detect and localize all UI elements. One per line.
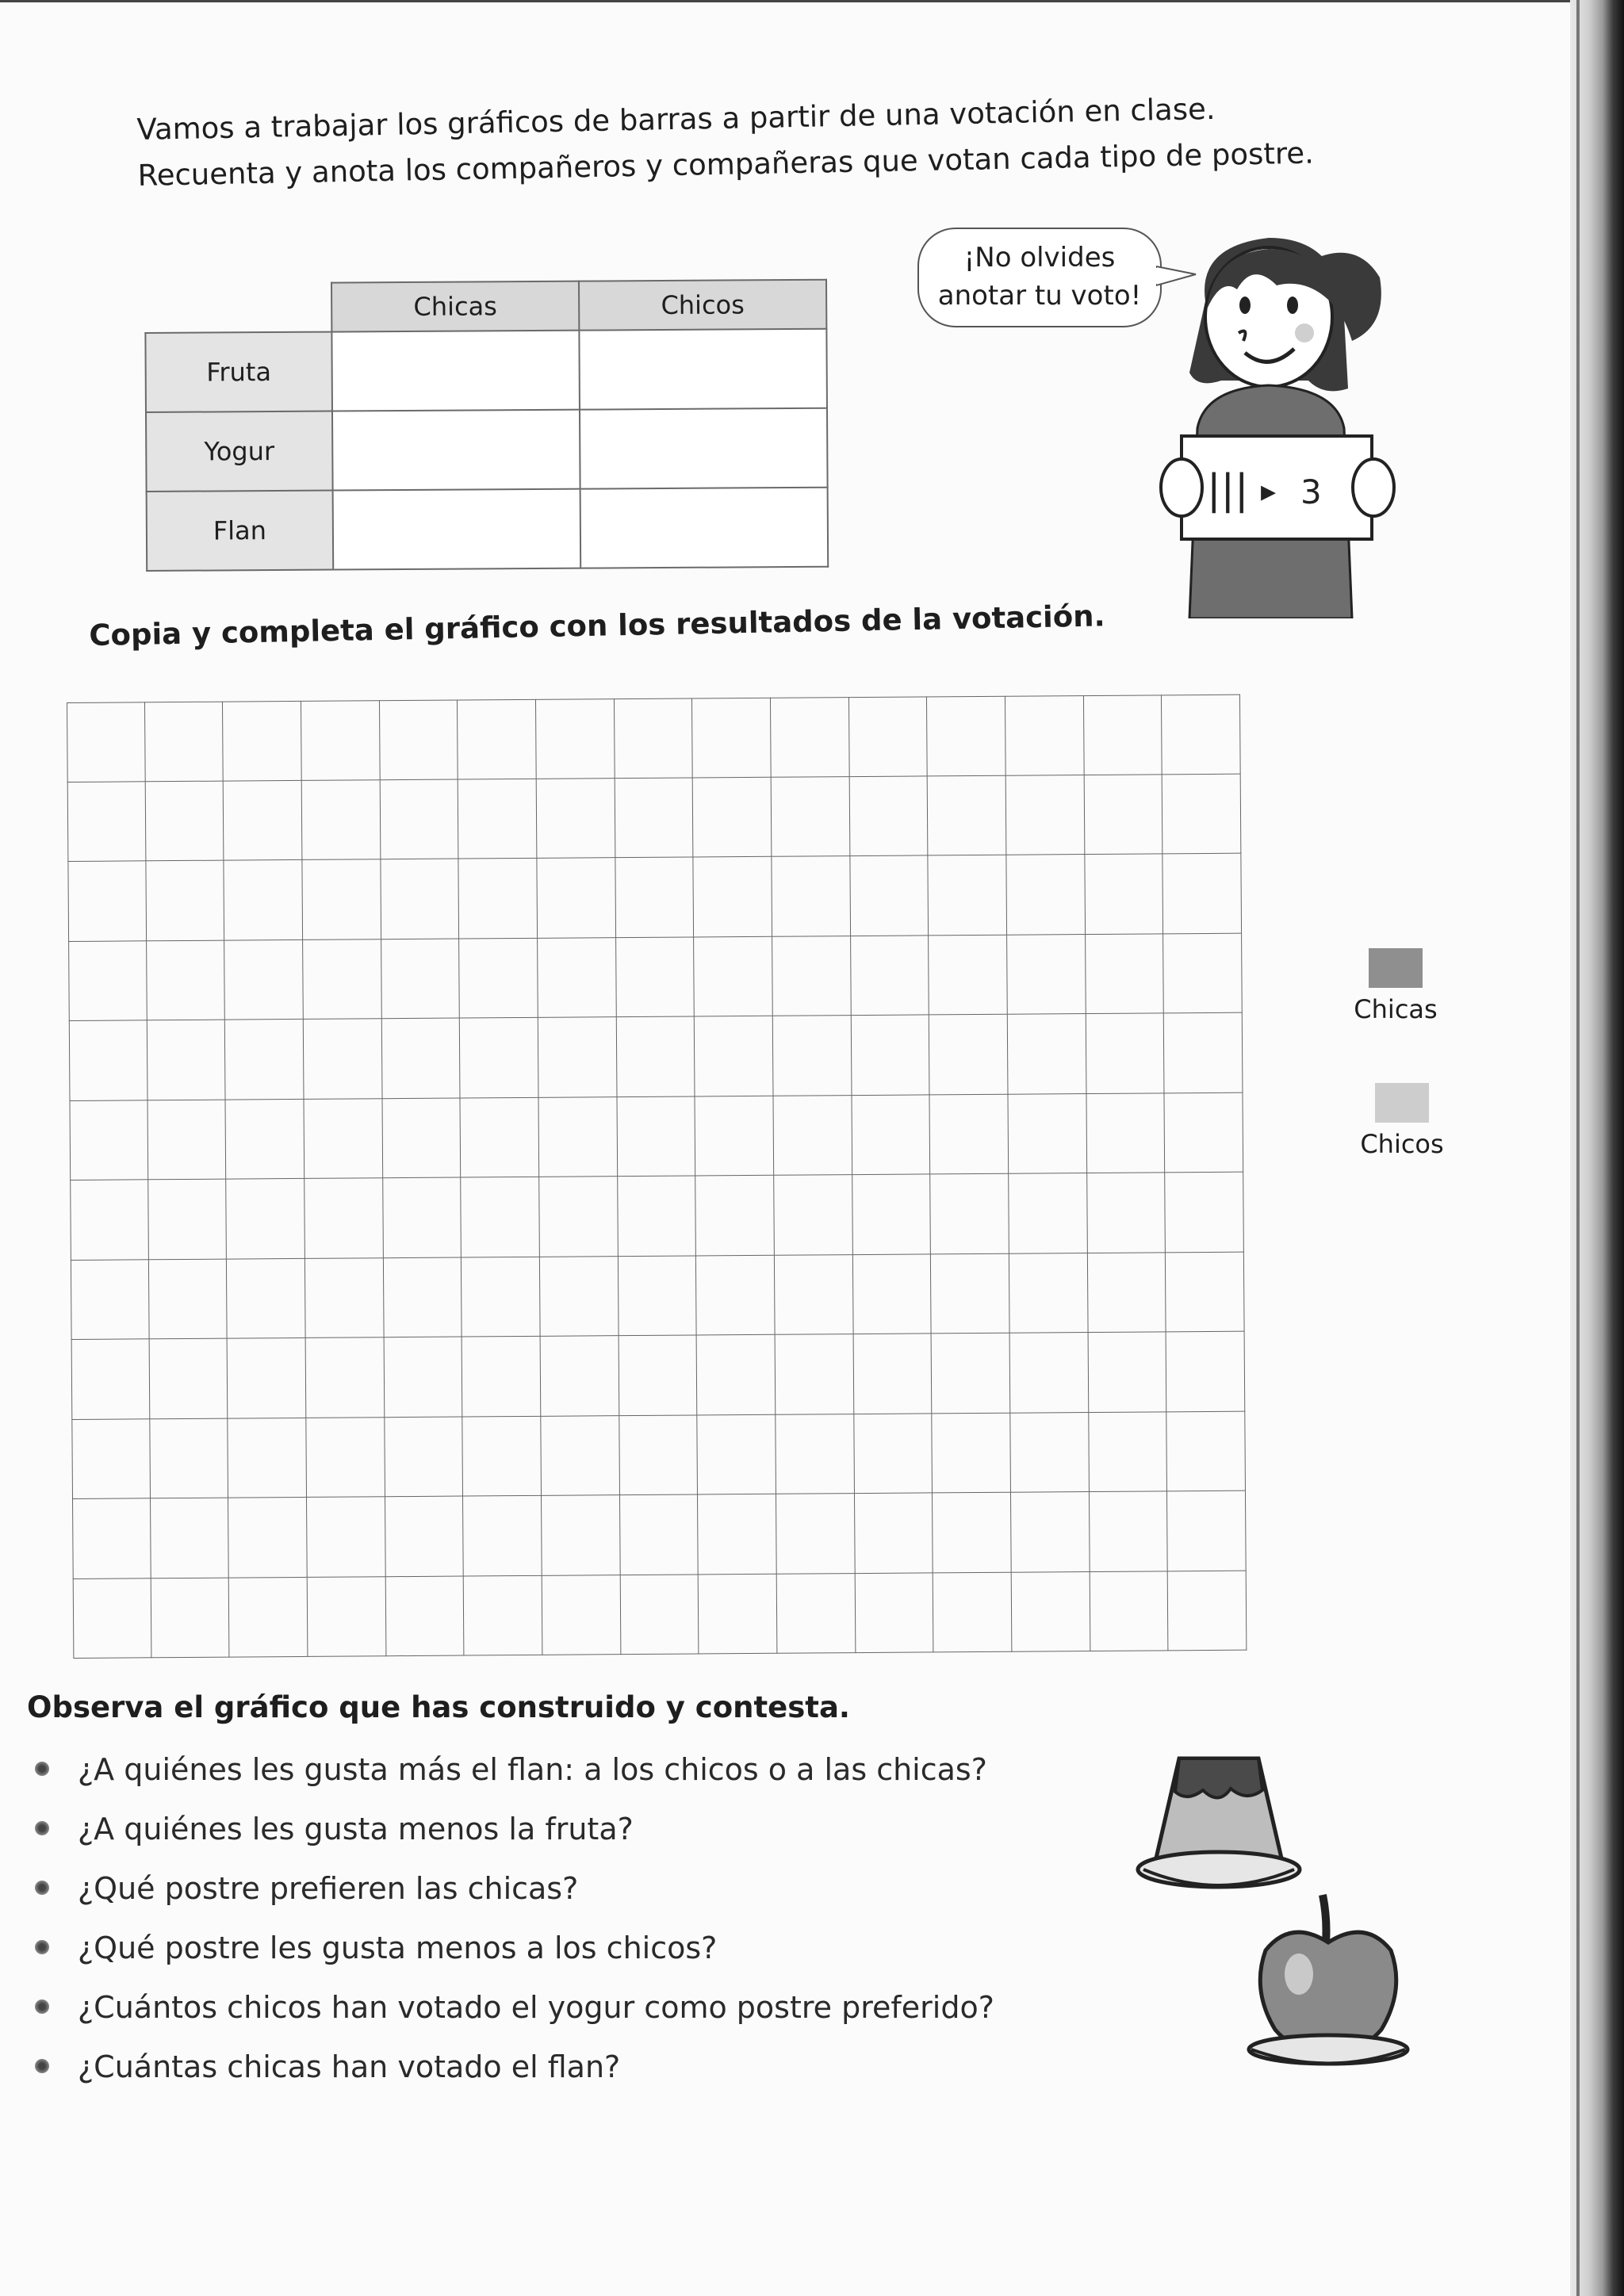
grid-cell[interactable]	[850, 855, 929, 936]
intro-line-1: Vamos a trabajar los gráficos de barras a partir de una votación en clase.	[136, 91, 1216, 147]
bubble-line-2: anotar tu voto!	[937, 280, 1142, 312]
grid-cell[interactable]	[692, 698, 771, 778]
question-text: ¿Cuántos chicos han votado el yogur como postre preferido?	[78, 1990, 994, 2025]
grid-cell[interactable]	[853, 1334, 932, 1414]
grid-cell[interactable]	[619, 1256, 697, 1336]
grid-cell[interactable]	[541, 1336, 619, 1416]
grid-cell[interactable]	[853, 1254, 932, 1334]
grid-cell[interactable]	[774, 1175, 852, 1255]
grid-cell[interactable]	[1090, 1571, 1168, 1651]
question-item	[35, 1982, 994, 2042]
grid-cell[interactable]	[699, 1574, 777, 1654]
grid-cell[interactable]	[541, 1416, 619, 1496]
grid-cell[interactable]	[150, 1418, 228, 1498]
grid-cell[interactable]	[145, 781, 224, 861]
grid-cell[interactable]	[542, 1575, 621, 1655]
grid-cell[interactable]	[227, 1258, 305, 1338]
question-item	[35, 1863, 994, 1923]
grid-cell[interactable]	[146, 861, 224, 941]
grid-cell[interactable]	[227, 1179, 305, 1259]
grid-cell[interactable]	[929, 855, 1007, 936]
question-item	[35, 1744, 994, 1804]
grid-cell[interactable]	[617, 1096, 695, 1177]
grid-cell[interactable]	[151, 1498, 229, 1578]
grid-cell[interactable]	[931, 1253, 1009, 1334]
grid-cell[interactable]	[385, 1576, 464, 1656]
grid-cell[interactable]	[1088, 1332, 1166, 1412]
grid-cell[interactable]	[933, 1413, 1011, 1493]
grid-cell[interactable]	[228, 1498, 307, 1578]
grid-cell[interactable]	[464, 1575, 542, 1655]
bullet-icon	[35, 1999, 49, 2014]
grid-cell[interactable]	[928, 775, 1006, 855]
observa-heading: Observa el gráfico que has construido y contesta.	[27, 1690, 850, 1724]
grid-cell[interactable]	[693, 777, 772, 857]
grid-cell[interactable]	[695, 1016, 773, 1096]
grid-cell[interactable]	[849, 696, 928, 776]
grid-cell[interactable]	[1006, 855, 1085, 935]
legend-item-chicos	[1354, 1083, 1450, 1159]
grid-cell[interactable]	[384, 1257, 462, 1337]
grid-cell[interactable]	[302, 780, 381, 860]
grid-cell[interactable]	[304, 1019, 382, 1099]
row-header-flan: Flan	[147, 491, 334, 571]
grid-cell[interactable]	[458, 779, 537, 859]
grid-cell[interactable]	[462, 1177, 540, 1257]
grid-cell[interactable]	[1090, 1491, 1168, 1571]
grid-cell[interactable]	[302, 859, 381, 939]
grid-cell[interactable]	[930, 1094, 1009, 1174]
legend-swatch-chicos	[1375, 1083, 1429, 1123]
grid-cell[interactable]	[1166, 1252, 1244, 1332]
grid-cell[interactable]	[380, 779, 458, 859]
grid-cell[interactable]	[932, 1334, 1010, 1414]
grid-cell[interactable]	[927, 696, 1005, 776]
legend-item-chicas	[1348, 948, 1443, 1024]
intro-line-2: Recuenta y anota los compañeros y compañeras que votan cada tipo de postre.	[137, 136, 1315, 193]
grid-cell[interactable]	[1086, 1013, 1164, 1093]
grid-cell[interactable]	[776, 1334, 854, 1414]
question-text: ¿Cuántas chicas han votado el flan?	[78, 2049, 621, 2084]
grid-cell[interactable]	[775, 1255, 853, 1335]
question-list	[35, 1744, 994, 2101]
grid-cell[interactable]	[1084, 775, 1162, 855]
grid-cell[interactable]	[149, 1339, 228, 1419]
grid-cell[interactable]	[71, 1260, 149, 1340]
grid-cell[interactable]	[228, 1418, 307, 1498]
grid-cell[interactable]	[224, 780, 302, 860]
grid-cell[interactable]	[620, 1575, 699, 1655]
grid-cell[interactable]	[772, 936, 851, 1016]
bubble-line-1: ¡No olvides	[963, 242, 1116, 274]
grid-cell[interactable]	[1167, 1491, 1246, 1571]
grid-cell[interactable]	[70, 1100, 148, 1181]
grid-cell[interactable]	[929, 935, 1007, 1015]
grid-cell[interactable]	[463, 1496, 542, 1576]
grid-cell[interactable]	[777, 1574, 856, 1654]
grid-cell[interactable]	[72, 1498, 151, 1578]
legend-label-chicos: Chicos	[1360, 1129, 1444, 1159]
bullet-icon	[35, 2059, 49, 2073]
grid-cell[interactable]	[772, 856, 850, 936]
grid-cell[interactable]	[855, 1493, 933, 1573]
grid-cell[interactable]	[147, 940, 225, 1020]
grid-cell[interactable]	[694, 857, 772, 937]
grid-cell[interactable]	[933, 1493, 1011, 1573]
grid-cell[interactable]	[537, 779, 615, 859]
grid-cell[interactable]	[1163, 854, 1242, 934]
girl-illustration	[1150, 230, 1411, 618]
grid-cell[interactable]	[776, 1494, 855, 1574]
grid-cell[interactable]	[615, 778, 693, 858]
grid-cell[interactable]	[539, 1177, 618, 1257]
grid-cell[interactable]	[538, 938, 616, 1018]
apple-icon	[1243, 1887, 1413, 2077]
page-top-edge	[0, 0, 1578, 2]
grid-cell[interactable]	[1088, 1253, 1166, 1333]
question-text: ¿A quiénes les gusta más el flan: a los chicos o a las chicas?	[78, 1752, 987, 1787]
row-header-fruta: Fruta	[145, 332, 332, 412]
grid-cell[interactable]	[1087, 1173, 1166, 1253]
grid-cell[interactable]	[773, 1016, 852, 1096]
bullet-icon	[35, 1821, 49, 1835]
grid-cell[interactable]	[71, 1339, 150, 1419]
grid-cell[interactable]	[385, 1417, 463, 1497]
question-item	[35, 1804, 994, 1863]
cell-fruta-chicas[interactable]	[331, 331, 580, 411]
grid-cell[interactable]	[615, 698, 693, 778]
grid-cell[interactable]	[1162, 695, 1240, 775]
grid-cell[interactable]	[228, 1338, 306, 1418]
grid-cell[interactable]	[226, 1099, 304, 1179]
grid-cell[interactable]	[1007, 935, 1086, 1015]
grid-cell[interactable]	[929, 1015, 1008, 1095]
grid-cell[interactable]	[224, 860, 303, 940]
grid-cell[interactable]	[615, 857, 694, 937]
grid-cell[interactable]	[71, 1419, 150, 1499]
intro-text	[136, 82, 1407, 199]
legend-swatch-chicas	[1369, 948, 1423, 988]
grid-cell[interactable]	[462, 1257, 540, 1337]
flan-icon	[1136, 1743, 1302, 1893]
grid-cell[interactable]	[1086, 934, 1164, 1014]
question-text: ¿A quiénes les gusta menos la fruta?	[78, 1812, 634, 1846]
grid-cell[interactable]	[616, 937, 695, 1017]
grid-cell[interactable]	[771, 697, 849, 777]
grid-cell[interactable]	[458, 699, 536, 779]
grid-cell[interactable]	[67, 702, 145, 782]
grid-cell[interactable]	[225, 1020, 304, 1100]
grid-cell[interactable]	[851, 1015, 929, 1095]
grid-cell[interactable]	[223, 701, 301, 781]
grid-cell[interactable]	[1089, 1412, 1167, 1492]
grid-cell[interactable]	[381, 939, 460, 1019]
grid-cell[interactable]	[1008, 1094, 1086, 1174]
grid-cell[interactable]	[382, 1098, 461, 1178]
grid-cell[interactable]	[459, 938, 538, 1018]
grid-cell[interactable]	[1011, 1492, 1090, 1572]
grid-cell[interactable]	[619, 1335, 697, 1415]
grid-cell[interactable]	[1167, 1411, 1246, 1491]
grid-cell[interactable]	[307, 1497, 385, 1577]
grid-cell[interactable]	[147, 1020, 225, 1100]
grid-cell[interactable]	[67, 861, 146, 941]
grid-cell[interactable]	[698, 1414, 776, 1494]
grid-cell[interactable]	[852, 1174, 931, 1254]
grid-cell[interactable]	[1166, 1173, 1244, 1253]
column-header-chicas: Chicas	[331, 281, 579, 332]
grid-cell[interactable]	[306, 1337, 385, 1418]
grid-cell[interactable]	[1084, 695, 1162, 775]
grid-cell[interactable]	[301, 700, 380, 780]
grid-cell[interactable]	[460, 1018, 538, 1098]
sign-tally-marks: |||	[1207, 466, 1249, 514]
grid-cell[interactable]	[304, 1178, 383, 1258]
grid-cell[interactable]	[536, 698, 615, 779]
sign-arrow-icon: ▸	[1261, 473, 1277, 508]
grid-cell[interactable]	[854, 1414, 933, 1494]
grid-cell[interactable]	[304, 1099, 383, 1179]
grid-cell[interactable]	[1009, 1253, 1088, 1334]
grid-cell[interactable]	[69, 1020, 147, 1100]
grid-cell[interactable]	[776, 1414, 854, 1494]
grid-cell[interactable]	[1010, 1333, 1089, 1413]
question-item	[35, 2042, 994, 2101]
grid-cell[interactable]	[698, 1494, 776, 1575]
grid-cell[interactable]	[852, 1095, 930, 1175]
grid-cell[interactable]	[1163, 933, 1242, 1013]
grid-cell[interactable]	[1166, 1332, 1245, 1412]
grid-cell[interactable]	[305, 1258, 384, 1338]
grid-cell[interactable]	[383, 1178, 462, 1258]
grid-cell[interactable]	[933, 1572, 1012, 1652]
grid-cell[interactable]	[620, 1494, 699, 1575]
tally-table	[144, 279, 829, 572]
speech-bubble	[917, 228, 1162, 327]
bullet-icon	[35, 1940, 49, 1954]
grid-cell[interactable]	[538, 1097, 617, 1177]
grid-cell[interactable]	[67, 782, 146, 862]
grid-cell[interactable]	[68, 941, 147, 1021]
cell-yogur-chicas[interactable]	[332, 410, 580, 491]
grid-cell[interactable]	[148, 1180, 227, 1260]
grid-cell[interactable]	[931, 1174, 1009, 1254]
grid-cell[interactable]	[540, 1257, 619, 1337]
grid-cell[interactable]	[381, 859, 459, 939]
grid-cell[interactable]	[459, 859, 538, 939]
grid-cell[interactable]	[1005, 695, 1084, 775]
grid-cell[interactable]	[145, 702, 224, 782]
grid-cell[interactable]	[1012, 1572, 1090, 1652]
grid-cell[interactable]	[855, 1573, 933, 1653]
cell-flan-chicas[interactable]	[333, 489, 581, 570]
table-corner	[145, 283, 331, 333]
grid-cell[interactable]	[381, 1019, 460, 1099]
cell-fruta-chicos[interactable]	[579, 329, 827, 410]
book-spine-edge	[1576, 0, 1580, 2296]
grid-cell[interactable]	[147, 1100, 226, 1180]
grid-cell[interactable]	[1008, 1014, 1086, 1094]
grid-cell[interactable]	[772, 777, 850, 857]
grid-cell[interactable]	[306, 1418, 385, 1498]
grid-cell[interactable]	[694, 936, 772, 1016]
grid-cell[interactable]	[1006, 775, 1085, 855]
bar-chart-grid[interactable]	[67, 695, 1247, 1659]
grid-cell[interactable]	[303, 939, 381, 1020]
grid-cell[interactable]	[1009, 1173, 1087, 1253]
question-text: ¿Qué postre prefieren las chicas?	[78, 1871, 579, 1906]
cell-yogur-chicos[interactable]	[580, 408, 828, 489]
grid-cell[interactable]	[1010, 1413, 1089, 1493]
grid-cell[interactable]	[696, 1176, 775, 1256]
grid-cell[interactable]	[537, 858, 615, 938]
row-header-yogur: Yogur	[146, 411, 333, 492]
grid-cell[interactable]	[1165, 1093, 1243, 1173]
copy-instruction: Copia y completa el gráfico con los resultados de la votación.	[89, 599, 1105, 652]
grid-cell[interactable]	[542, 1495, 620, 1575]
grid-cell[interactable]	[462, 1337, 541, 1417]
grid-cell[interactable]	[385, 1497, 464, 1577]
grid-cell[interactable]	[229, 1577, 308, 1657]
grid-cell[interactable]	[618, 1176, 696, 1256]
bullet-icon	[35, 1762, 49, 1776]
grid-cell[interactable]	[461, 1097, 539, 1177]
bullet-icon	[35, 1881, 49, 1895]
grid-cell[interactable]	[1164, 1013, 1243, 1093]
sign-number: 3	[1300, 473, 1322, 511]
column-header-chicos: Chicos	[579, 280, 826, 331]
grid-cell[interactable]	[696, 1255, 775, 1335]
grid-cell[interactable]	[151, 1578, 229, 1658]
grid-cell[interactable]	[1086, 1093, 1165, 1173]
grid-cell[interactable]	[695, 1096, 774, 1176]
grid-cell[interactable]	[849, 776, 928, 856]
grid-cell[interactable]	[149, 1259, 228, 1339]
grid-cell[interactable]	[538, 1017, 617, 1097]
grid-cell[interactable]	[70, 1180, 148, 1260]
grid-cell[interactable]	[851, 936, 929, 1016]
grid-cell[interactable]	[616, 1016, 695, 1096]
question-text: ¿Qué postre les gusta menos a los chicos?	[78, 1931, 718, 1965]
grid-cell[interactable]	[308, 1577, 386, 1657]
grid-cell[interactable]	[380, 700, 458, 780]
grid-cell[interactable]	[1085, 854, 1163, 934]
grid-cell[interactable]	[463, 1416, 542, 1496]
grid-cell[interactable]	[1168, 1571, 1247, 1651]
grid-cell[interactable]	[73, 1578, 151, 1659]
grid-cell[interactable]	[1162, 774, 1241, 854]
grid-cell[interactable]	[619, 1415, 698, 1495]
legend-label-chicas: Chicas	[1354, 994, 1438, 1024]
grid-cell[interactable]	[224, 939, 303, 1020]
grid-cell[interactable]	[773, 1096, 852, 1176]
grid-cell[interactable]	[384, 1337, 462, 1418]
cell-flan-chicos[interactable]	[580, 488, 829, 568]
question-item	[35, 1923, 994, 1982]
grid-cell[interactable]	[697, 1335, 776, 1415]
